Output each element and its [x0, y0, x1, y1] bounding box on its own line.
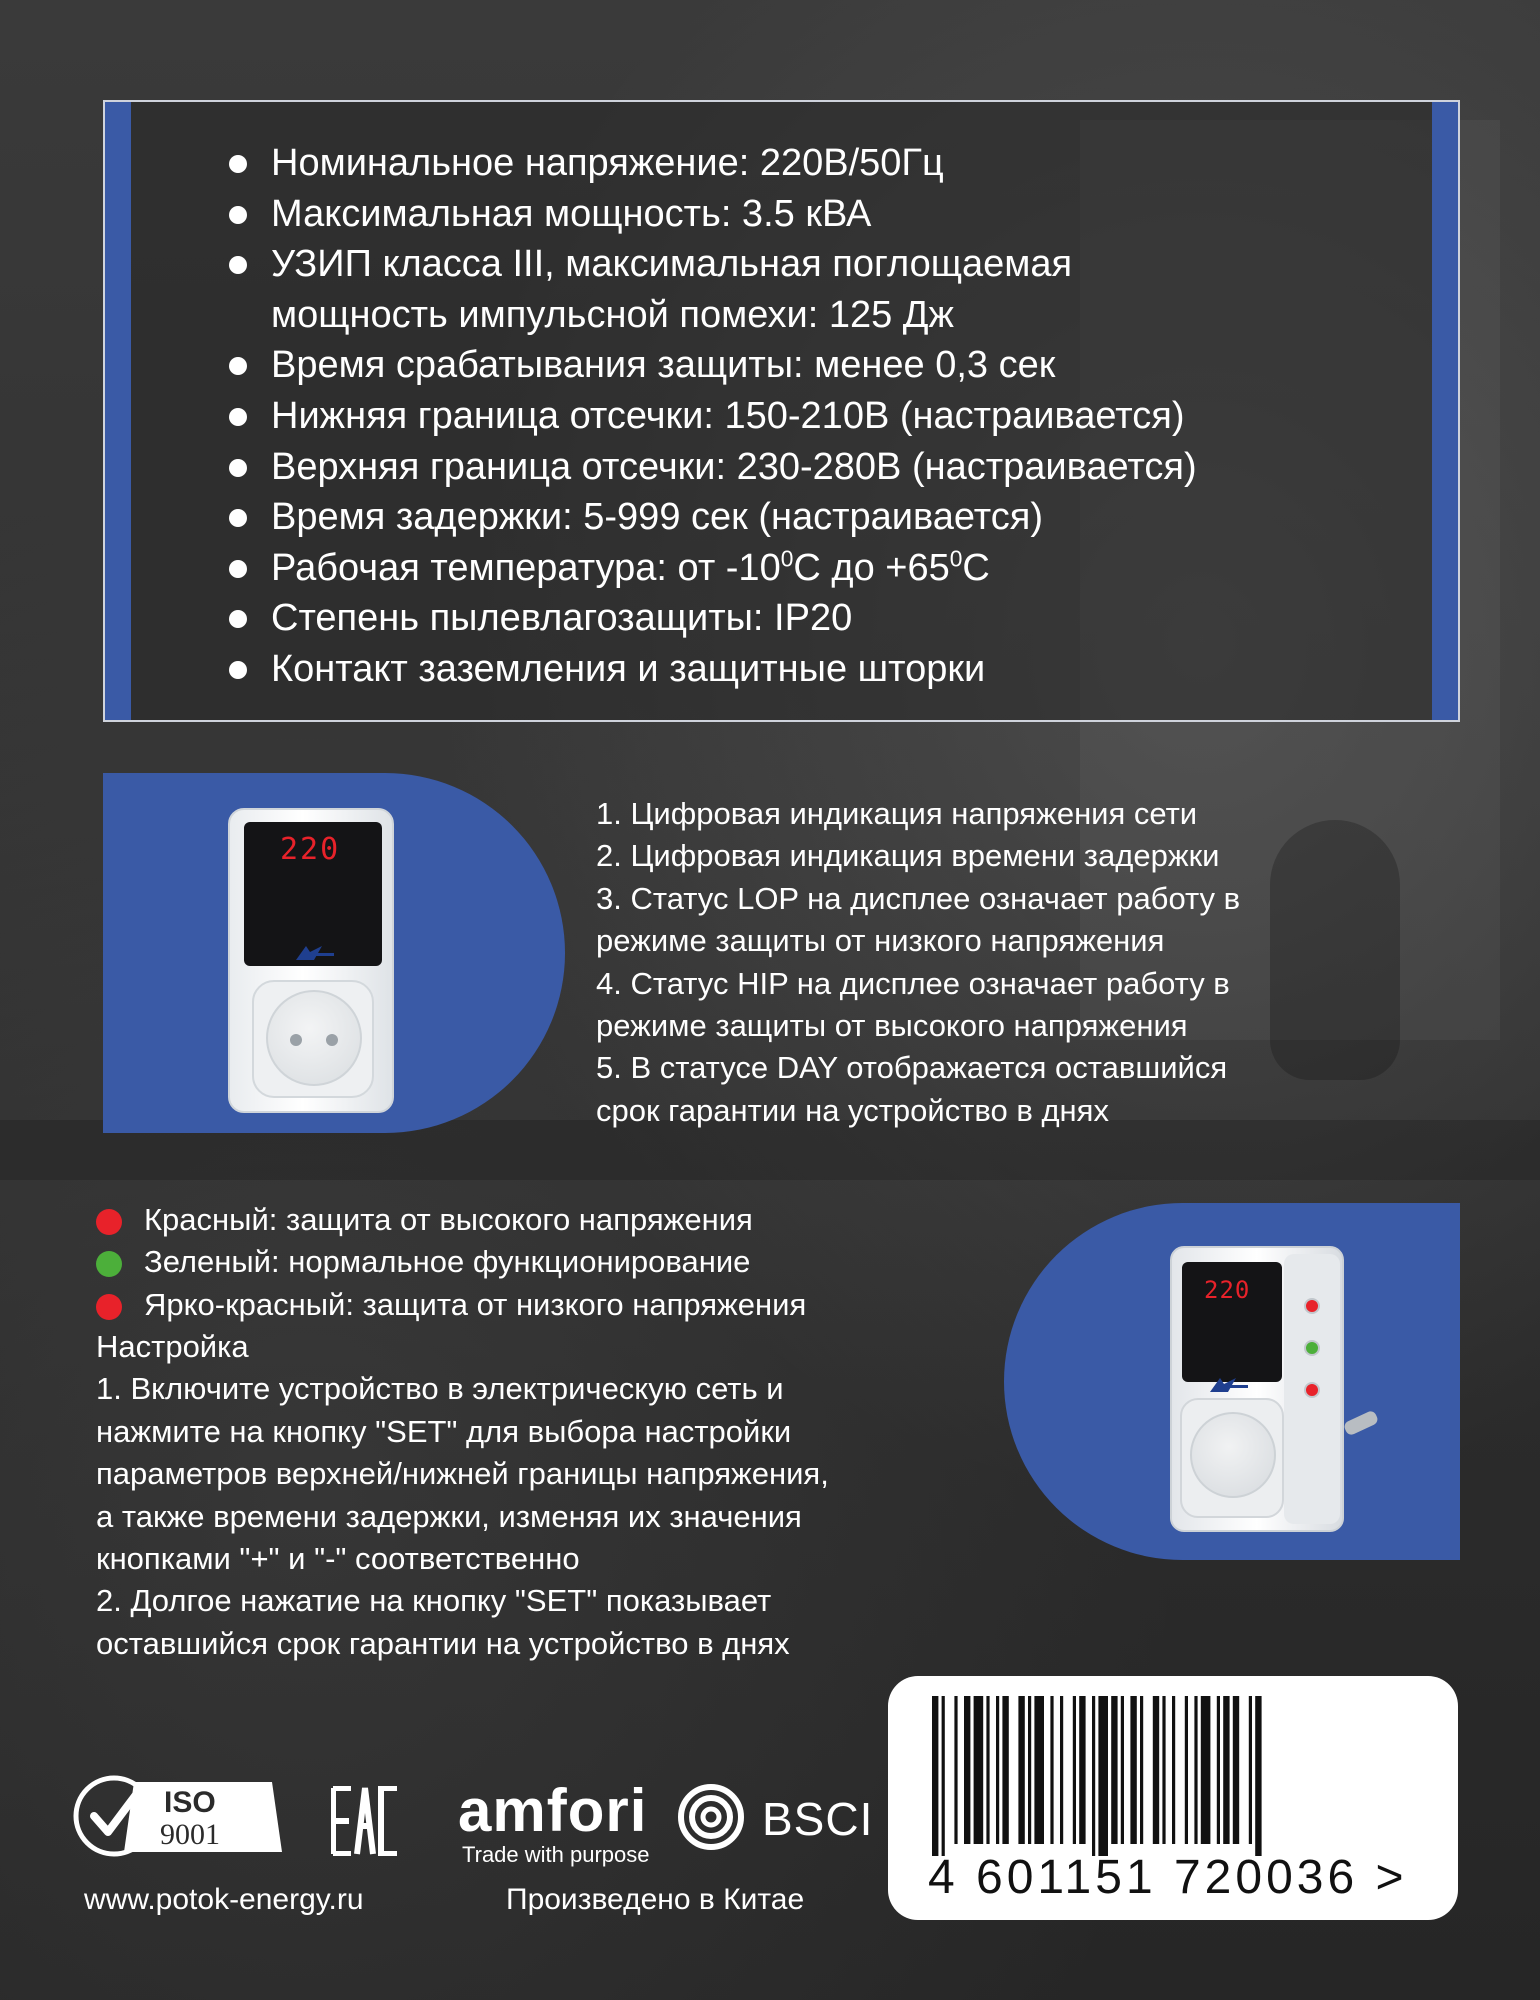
iso-9001-logo [72, 1774, 284, 1860]
barcode-bar [1018, 1696, 1024, 1844]
device-angled-image [1170, 1246, 1344, 1532]
country-of-origin: Произведено в Китае [506, 1883, 805, 1916]
setup-line: параметров верхней/нижней границы напряжения, [96, 1456, 829, 1492]
amfori-tagline: Trade with purpose [462, 1842, 650, 1867]
bullet-icon [229, 661, 247, 679]
setup-line: 2. Долгое нажатие на кнопку "SET" показывает [96, 1583, 772, 1619]
socket-face [1190, 1412, 1276, 1498]
device-display-digits: 220 [1204, 1276, 1251, 1304]
bsci-label: BSCI [762, 1793, 874, 1845]
device-front-image [228, 808, 394, 1113]
red-led-icon [96, 1209, 122, 1235]
bullet-icon [229, 459, 247, 477]
socket-pin-icon [290, 1034, 302, 1046]
iso-logo-bottom: 9001 [160, 1818, 220, 1851]
barcode-bar [1217, 1696, 1220, 1844]
barcode-bar [1223, 1696, 1229, 1844]
spec-item: Верхняя граница отсечки: 230-280В (настраивается) [223, 442, 1197, 493]
led-legend-item: Красный: защита от высокого напряжения [96, 1199, 806, 1241]
barcode-bar [1073, 1696, 1076, 1844]
barcode-bar [974, 1696, 984, 1844]
bullet-icon [229, 206, 247, 224]
feature-line: режиме защиты от высокого напряжения [596, 1008, 1188, 1044]
feature-line: 3. Статус LOP на дисплее означает работу в [596, 880, 1241, 916]
green-led-icon [96, 1251, 122, 1277]
brand-logo-icon [292, 944, 336, 962]
barcode-bar [954, 1696, 957, 1844]
barcode-bar [964, 1696, 970, 1844]
spec-item: Время срабатывания защиты: менее 0,3 сек [223, 340, 1197, 391]
bullet-icon [229, 610, 247, 628]
barcode-bar [1201, 1696, 1211, 1844]
spec-box-accent-right [1432, 102, 1458, 720]
green-indicator-icon [1304, 1340, 1320, 1356]
eac-logo [331, 1786, 401, 1856]
barcode-bar [1162, 1696, 1165, 1844]
barcode-bar [1194, 1696, 1197, 1844]
barcode-box [888, 1676, 1458, 1920]
device-socket [1180, 1398, 1284, 1518]
bullet-icon [229, 509, 247, 527]
background-lamp-silhouette [1270, 820, 1400, 1080]
bullet-icon [229, 560, 247, 578]
barcode-bar [1121, 1696, 1124, 1844]
barcode-bar [1153, 1696, 1159, 1844]
device-socket [252, 980, 374, 1098]
barcode-icon [928, 1696, 1418, 1856]
amfori-mark-icon [676, 1782, 746, 1852]
spec-item: Максимальная мощность: 3.5 кВА [223, 189, 1197, 240]
setup-instructions [96, 1326, 976, 1665]
device-display [1182, 1262, 1282, 1382]
led-legend-item: Зеленый: нормальное функционирование [96, 1241, 806, 1283]
setup-line: 1. Включите устройство в электрическую сеть и [96, 1371, 784, 1407]
spec-item: Нижняя граница отсечки: 150-210В (настраивается) [223, 391, 1197, 442]
socket-face [266, 990, 362, 1086]
barcode-bar [1060, 1696, 1063, 1844]
spec-item: Степень пылевлагозащиты: IP20 [223, 593, 1197, 644]
barcode-bar [1028, 1696, 1031, 1844]
barcode-bar [1050, 1696, 1053, 1844]
barcode-bar [1255, 1696, 1261, 1856]
barcode-bar [1130, 1696, 1136, 1844]
barcode-digits: 4 601151 720036 > [928, 1851, 1408, 1904]
barcode-bar [1111, 1696, 1117, 1844]
setup-line: а также времени задержки, изменяя их значения [96, 1498, 802, 1534]
barcode-bar [996, 1696, 999, 1844]
red-indicator-icon [1304, 1382, 1320, 1398]
barcode-bar [942, 1696, 945, 1856]
feature-line: режиме защиты от низкого напряжения [596, 923, 1165, 959]
barcode-bar [1098, 1696, 1108, 1856]
feature-line: 5. В статусе DAY отображается оставшийся [596, 1050, 1228, 1086]
spec-item: Контакт заземления и защитные шторки [223, 644, 1197, 695]
spec-box-accent-left [105, 102, 131, 720]
display-features-list [596, 793, 1240, 1132]
barcode-bar [1079, 1696, 1085, 1844]
barcode-bar [986, 1696, 989, 1844]
brand-logo-icon [1206, 1376, 1250, 1394]
barcode-bar [1140, 1696, 1143, 1844]
spec-item-continuation: мощность импульсной помехи: 125 Дж [271, 293, 954, 336]
feature-line: 4. Статус HIP на дисплее означает работу в [596, 965, 1230, 1001]
feature-line: 2. Цифровая индикация времени задержки [596, 838, 1220, 874]
led-legend-item: Ярко-красный: защита от низкого напряжения [96, 1284, 806, 1326]
device-side-panel [1284, 1254, 1340, 1524]
website-url[interactable]: www.potok-energy.ru [84, 1883, 364, 1916]
amfori-logo [458, 1776, 650, 1867]
spec-item: Время задержки: 5-999 сек (настраивается) [223, 492, 1197, 543]
setup-line: оставшийся срок гарантии на устройство в днях [96, 1625, 790, 1661]
specifications-list [223, 138, 1197, 695]
bullet-icon [229, 357, 247, 375]
barcode-bar [1034, 1696, 1044, 1844]
spec-item: УЗИП класса III, максимальная поглощаемая [223, 239, 1197, 290]
setup-title: Настройка [96, 1329, 249, 1364]
red-indicator-icon [1304, 1298, 1320, 1314]
barcode-bar [932, 1696, 938, 1856]
barcode-bar [1233, 1696, 1239, 1844]
bullet-icon [229, 408, 247, 426]
barcode-bar [1249, 1696, 1252, 1844]
bullet-icon [229, 155, 247, 173]
spec-item-temperature: Рабочая температура: от $-10^0С$ до $+65^0С$ [223, 543, 1197, 594]
feature-line: срок гарантии на устройство в днях [596, 1092, 1109, 1128]
led-legend [96, 1199, 806, 1326]
device-display-digits: 220 [280, 832, 341, 867]
specifications-box [103, 100, 1460, 722]
barcode-bar [1092, 1696, 1095, 1856]
iso-logo-top: ISO [164, 1786, 216, 1819]
barcode-bar [1185, 1696, 1188, 1844]
feature-line: 1. Цифровая индикация напряжения сети [596, 796, 1198, 831]
bright-red-led-icon [96, 1294, 122, 1320]
setup-line: кнопками "+" и "-" соответственно [96, 1541, 580, 1577]
spec-item: Номинальное напряжение: 220В/50Гц [223, 138, 1197, 189]
amfori-wordmark: amfori [458, 1777, 648, 1844]
setup-line: нажмите на кнопку "SET" для выбора настройки [96, 1413, 792, 1449]
barcode-bar [1172, 1696, 1175, 1844]
bullet-icon [229, 256, 247, 274]
socket-pin-icon [326, 1034, 338, 1046]
barcode-bar [1002, 1696, 1008, 1844]
